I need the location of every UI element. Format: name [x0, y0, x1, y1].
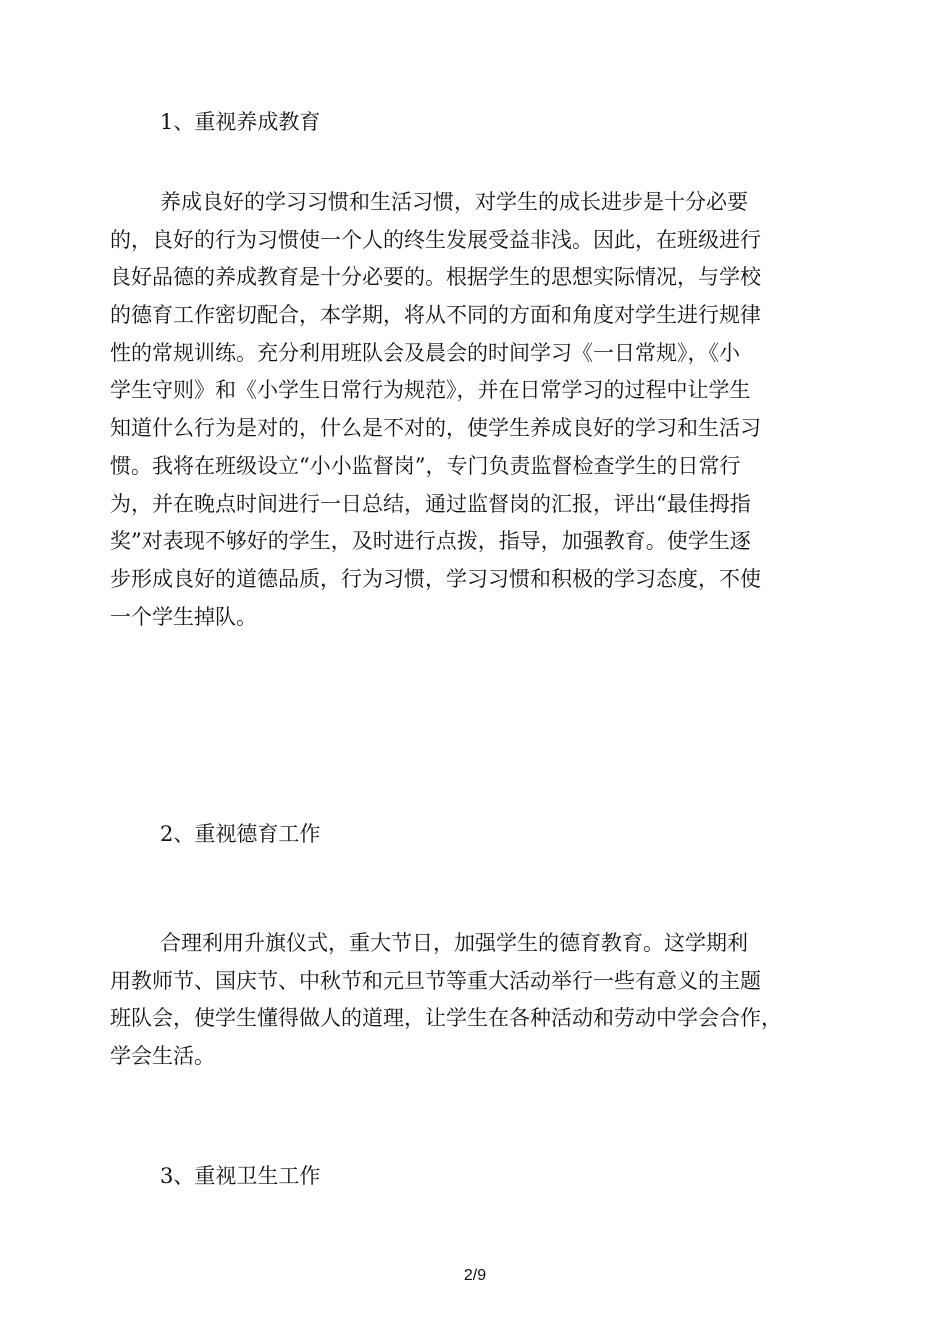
paragraph-line: 学生守则》和《小学生日常行为规范》，并在日常学习的过程中让学生: [110, 378, 751, 403]
paragraph-line: 良好品德的养成教育是十分必要的。根据学生的思想实际情况，与学校: [110, 265, 761, 290]
paragraph-line: 奖”对表现不够好的学生，及时进行点拨，指导，加强教育。使学生逐: [110, 529, 751, 554]
section-1-paragraph: [110, 184, 860, 636]
paragraph-line: 一个学生掉队。: [110, 604, 257, 629]
paragraph-line: 惯。我将在班级设立“小小监督岗”，专门负责监督检查学生的日常行: [110, 453, 741, 478]
section-2-heading: 2、重视德育工作: [160, 822, 321, 846]
paragraph-line: 为，并在晚点时间进行一日总结，通过监督岗的汇报，评出“最佳拇指: [110, 491, 751, 516]
paragraph-line: 养成良好的学习习惯和生活习惯，对学生的成长进步是十分必要: [160, 190, 748, 214]
section-1-heading: 1、重视养成教育: [160, 110, 321, 134]
paragraph-line: 合理利用升旗仪式，重大节日，加强学生的德育教育。这学期利: [160, 931, 748, 955]
page-number: 2/9: [463, 1267, 487, 1284]
paragraph-line: 班队会，使学生懂得做人的道理，让学生在各种活动和劳动中学会合作，: [110, 1006, 782, 1031]
section-3-heading: 3、重视卫生工作: [160, 1164, 321, 1188]
paragraph-line: 用教师节、国庆节、中秋节和元旦节等重大活动举行一些有意义的主题: [110, 968, 761, 993]
paragraph-line: 知道什么行为是对的，什么是不对的，使学生养成良好的学习和生活习: [110, 416, 761, 441]
paragraph-line: 步形成良好的道德品质，行为习惯，学习习惯和积极的学习态度，不使: [110, 566, 761, 591]
paragraph-line: 学会生活。: [110, 1044, 215, 1069]
paragraph-line: 性的常规训练。充分利用班队会及晨会的时间学习《一日常规》，《小: [110, 340, 740, 365]
section-2-paragraph: [110, 925, 860, 1076]
paragraph-line: 的，良好的行为习惯使一个人的终生发展受益非浅。因此，在班级进行: [110, 227, 761, 252]
paragraph-line: 的德育工作密切配合，本学期，将从不同的方面和角度对学生进行规律: [110, 303, 761, 328]
